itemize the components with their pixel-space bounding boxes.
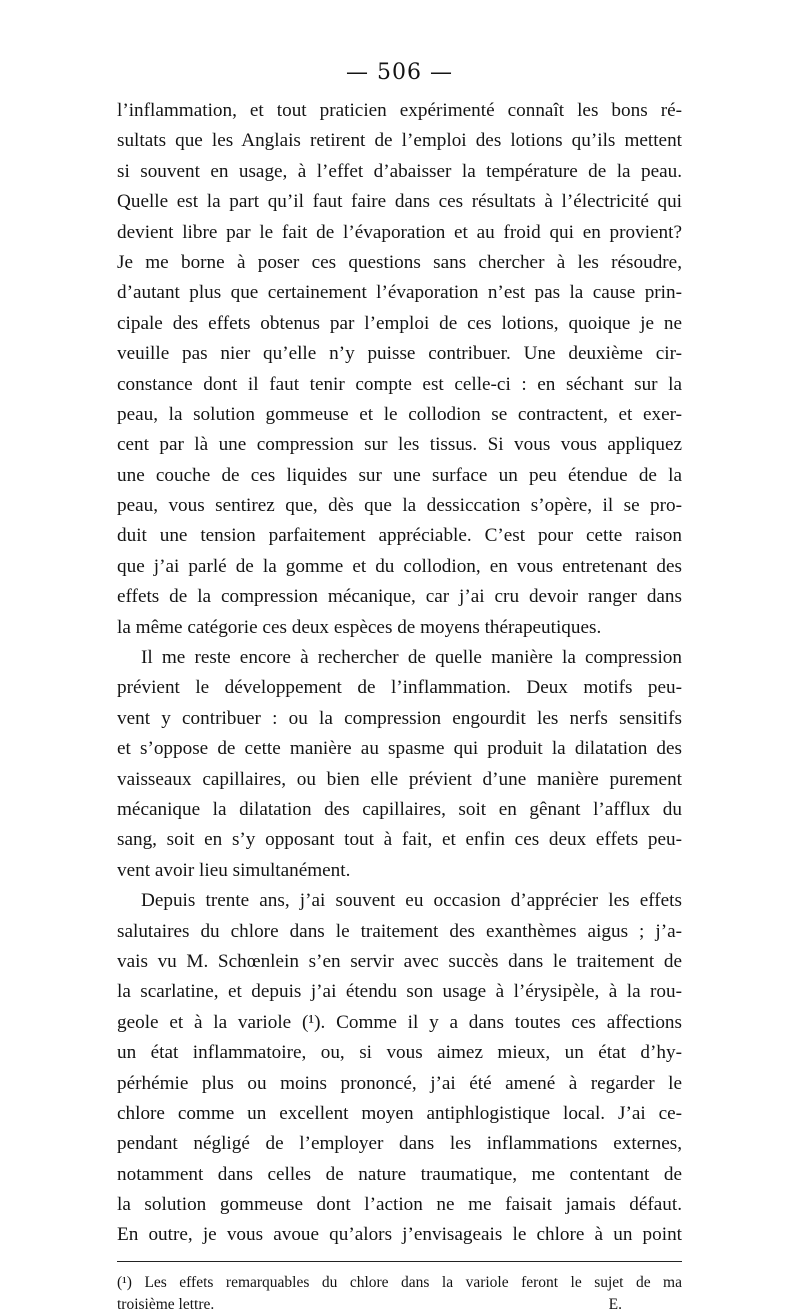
text-line: vaisseaux capillaires, ou bien elle prévient d’une manière purement: [117, 768, 682, 790]
text-line: peau, la solution gommeuse et le collodion se contractent, et exer-: [117, 403, 682, 425]
text-line: si souvent en usage, à l’effet d’abaisser la température de la peau.: [117, 160, 682, 182]
text-line: un état inflammatoire, ou, si vous aimez mieux, un état d’hy-: [117, 1042, 682, 1064]
text-line: cipale des effets obtenus par l’emploi de ces lotions, quoique je ne: [117, 312, 682, 334]
text-line: la scarlatine, et depuis j’ai étendu son usage à l’érysipèle, à la rou-: [117, 981, 682, 1003]
text-line: constance dont il faut tenir compte est celle-ci : en séchant sur la: [117, 373, 682, 395]
text-line: cent par là une compression sur les tissus. Si vous vous appliquez: [117, 434, 682, 456]
body-text: [117, 96, 682, 1251]
text-line: salutaires du chlore dans le traitement des exanthèmes aigus ; j’a-: [117, 920, 682, 942]
text-line: vent avoir lieu simultanément.: [117, 859, 351, 881]
text-line: peau, vous sentirez que, dès que la dessiccation s’opère, il se pro-: [117, 495, 682, 517]
footnote-signature: E.: [608, 1295, 622, 1313]
text-line: notamment dans celles de nature traumatique, me contentant de: [117, 1163, 682, 1185]
text-line: la même catégorie ces deux espèces de moyens thérapeutiques.: [117, 616, 602, 638]
text-line: prévient le développement de l’inflammation. Deux motifs peu-: [117, 677, 682, 699]
text-line: Il me reste encore à rechercher de quelle manière la compression: [141, 647, 682, 669]
text-line: En outre, je vous avoue qu’alors j’envisageais le chlore à un point: [117, 1224, 682, 1246]
text-line: et s’oppose de cette manière au spasme qui produit la dilatation des: [117, 738, 682, 760]
page-number: — 506 —: [346, 60, 453, 85]
text-line: duit une tension parfaitement appréciable. C’est pour cette raison: [117, 525, 682, 547]
text-line: Depuis trente ans, j’ai souvent eu occasion d’apprécier les effets: [141, 890, 682, 912]
text-line: que j’ai parlé de la gomme et du collodion, en vous entretenant des: [117, 555, 682, 577]
text-line: chlore comme un excellent moyen antiphlogistique local. J’ai ce-: [117, 1102, 682, 1124]
text-line: vent y contribuer : ou la compression engourdit les nerfs sensitifs: [117, 707, 682, 729]
footnote: [117, 1272, 682, 1316]
text-line: effets de la compression mécanique, car j’ai cru devoir ranger dans: [117, 586, 682, 608]
footnote-last-row: [117, 1294, 682, 1316]
text-line: sultats que les Anglais retirent de l’emploi des lotions qu’ils mettent: [117, 130, 682, 152]
text-line: pendant négligé de l’employer dans les inflammations externes,: [117, 1133, 682, 1155]
text-line: veuille pas nier qu’elle n’y puisse contribuer. Une deuxième cir-: [117, 343, 682, 365]
text-line: sang, soit en s’y opposant tout à fait, et enfin ces deux effets peu-: [117, 829, 682, 851]
text-line: une couche de ces liquides sur une surface un peu étendue de la: [117, 464, 682, 486]
text-line: mécanique la dilatation des capillaires, soit en gênant l’afflux du: [117, 798, 682, 820]
text-line: geole et à la variole (¹). Comme il y a dans toutes ces affections: [117, 1011, 682, 1033]
text-line: Je me borne à poser ces questions sans chercher à les résoudre,: [117, 251, 682, 273]
page: [117, 58, 682, 1316]
footnote-line: (¹) Les effets remarquables du chlore dans la variole feront le sujet de ma: [117, 1273, 682, 1291]
text-line: devient libre par le fait de l’évaporation et au froid qui en provient?: [117, 221, 682, 243]
text-line: Quelle est la part qu’il faut faire dans ces résultats à l’électricité qui: [117, 191, 682, 213]
text-line: d’autant plus que certainement l’évaporation n’est pas la cause prin-: [117, 282, 682, 304]
text-line: l’inflammation, et tout praticien expérimenté connaît les bons ré-: [117, 100, 682, 121]
text-line: vais vu M. Schœnlein s’en servir avec succès dans le traitement de: [117, 950, 682, 972]
footnote-line: troisième lettre.: [117, 1295, 215, 1313]
text-line: la solution gommeuse dont l’action ne me faisait jamais défaut.: [117, 1194, 682, 1216]
text-line: pérhémie plus ou moins prononcé, j’ai été amené à regarder le: [117, 1072, 682, 1094]
